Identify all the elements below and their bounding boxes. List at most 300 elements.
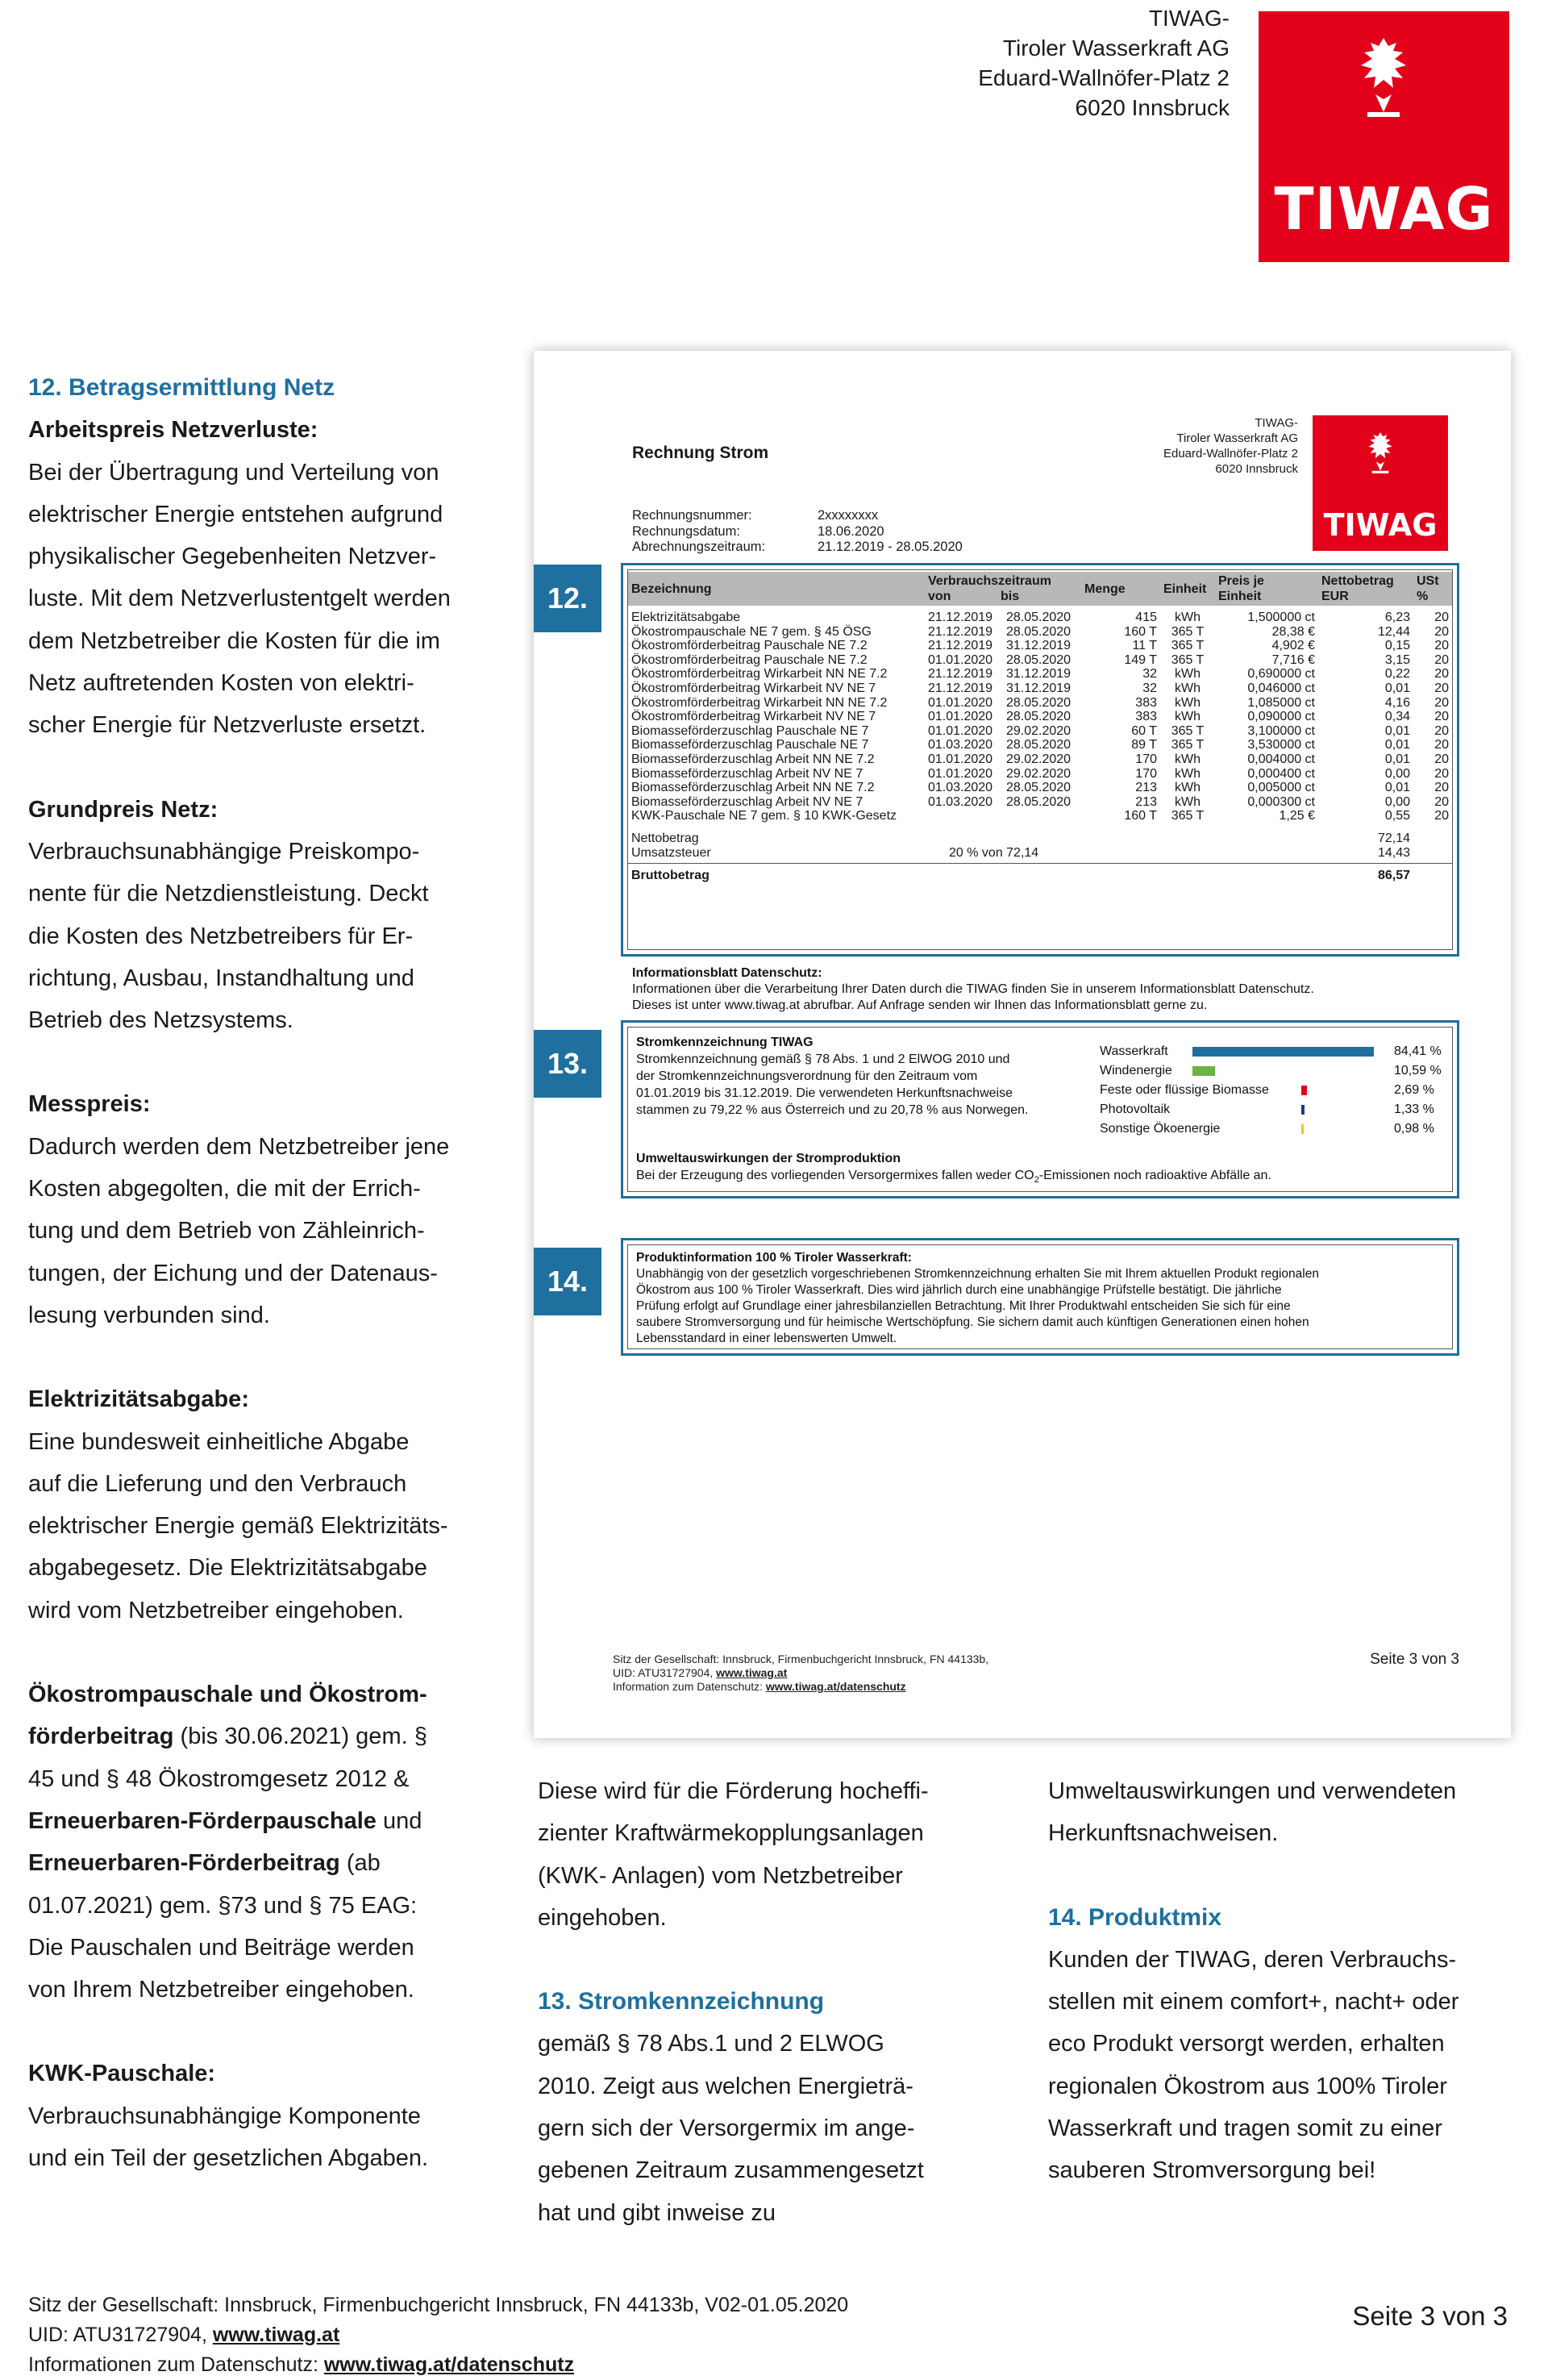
mix-bar-wasserkraft — [1192, 1047, 1374, 1057]
text-line: scher Energie für Netzverluste ersetzt. — [28, 712, 427, 739]
table-row — [628, 625, 1452, 640]
cell-netto: 3,15 — [1384, 652, 1410, 667]
table-header-row — [628, 572, 1452, 606]
energy-mix — [1100, 1042, 1446, 1139]
cell-bis: 28.05.2020 — [1006, 695, 1072, 710]
invoice-address — [1163, 415, 1298, 477]
cell-von: 01.01.2020 — [928, 752, 993, 766]
table-row — [628, 653, 1452, 668]
text-line: gemäß § 78 Abs.1 und 2 ELWOG — [538, 2031, 884, 2057]
section-heading-13: 13. Stromkennzeichnung — [538, 1988, 825, 2015]
text-line: 2010. Zeigt aus welchen Energieträ- — [538, 2073, 913, 2099]
sec-oekostrom-title: Ökostrompauschale und Ökostrom- — [28, 1682, 427, 1708]
cell-netto: 12,44 — [1377, 624, 1410, 639]
tiwag-logo — [1259, 11, 1509, 262]
sec-kwk-title: KWK-Pauschale: — [28, 2061, 216, 2087]
cell-bis: 28.05.2020 — [1006, 710, 1072, 724]
text-line: Bei der Übertragung und Verteilung von — [28, 459, 439, 486]
netto-label: Nettobetrag — [631, 831, 699, 845]
invoice-logo — [1313, 415, 1448, 551]
text-line: wird vom Netzbetreiber eingehoben. — [28, 1597, 404, 1623]
cell-netto: 0,34 — [1384, 710, 1410, 724]
env-text: Bei der Erzeugung des vorliegenden Versorgermixes fallen weder CO — [636, 1169, 1034, 1182]
text-line: Netz auftretenden Kosten von elektri- — [28, 670, 414, 697]
meta-label: Abrechnungszeitraum: — [632, 540, 766, 554]
table-row — [628, 681, 1452, 696]
text-span: (bis 30.06.2021) gem. § — [173, 1724, 427, 1750]
text-line: physikalischer Gegebenheiten Netzver- — [28, 544, 437, 570]
cell-von: 01.01.2020 — [928, 766, 993, 781]
header-netto1: Nettobetrag — [1321, 574, 1394, 588]
invoice-table-frame — [627, 569, 1453, 950]
privacy-line: Dieses ist unter www.tiwag.at abrufbar. Auf Anfrage senden wir Ihnen das Informationsblatt gerne zu. — [632, 998, 1208, 1012]
footer-line: Sitz der Gesellschaft: Innsbruck, Firmenbuchgericht Innsbruck, FN 44133b, — [613, 1653, 989, 1665]
text-line: luste. Mit dem Netzverlustentgelt werden — [28, 586, 451, 612]
invoice-table — [628, 572, 1452, 883]
mix-bar-wind — [1192, 1066, 1215, 1076]
cell-von: 01.01.2020 — [928, 723, 993, 738]
table-row — [628, 724, 1452, 739]
text-line: die Kosten des Netzbetreibers für Er- — [28, 923, 414, 949]
cell-menge: 160 T — [1124, 809, 1157, 823]
cell-netto: 0,15 — [1384, 639, 1410, 653]
meta-label: Rechnungsdatum: — [632, 523, 740, 539]
cell-menge: 32 — [1142, 667, 1157, 681]
logo-text: TIWAG — [1323, 507, 1438, 543]
cell-einheit: kWh — [1175, 611, 1201, 624]
environment-info — [636, 1150, 1450, 1189]
text-line: Kosten abgegolten, die mit der Errich- — [28, 1176, 421, 1203]
netto-value: 72,14 — [1377, 831, 1410, 845]
cell-einheit: kWh — [1175, 710, 1201, 724]
col-menge: Menge — [1081, 572, 1160, 606]
cell-preis: 0,000400 ct — [1247, 766, 1315, 781]
page-footer — [28, 2290, 848, 2380]
brutto-row — [628, 864, 1452, 883]
cell-menge: 60 T — [1131, 723, 1157, 738]
marker-14: 14. — [534, 1248, 601, 1315]
cell-ust: 20 — [1434, 738, 1449, 752]
company-line1: TIWAG- — [1148, 6, 1230, 31]
text-line: Verbrauchsunabhängige Preiskompo- — [28, 838, 420, 865]
cell-netto: 6,23 — [1384, 611, 1410, 624]
cell-bis: 29.02.2020 — [1006, 766, 1072, 781]
produktinformation-box — [621, 1238, 1459, 1356]
table-row — [628, 752, 1452, 767]
header-zeitraum: Verbrauchszeitraum — [928, 574, 1051, 588]
cell-netto: 4,16 — [1384, 695, 1410, 710]
col-netto — [1318, 572, 1413, 606]
cell-netto: 0,01 — [1384, 681, 1410, 695]
cell-bezeichnung: Ökostromförderbeitrag Pauschale NE 7.2 — [631, 639, 868, 653]
text-span: und — [376, 1807, 422, 1834]
header-preis1: Preis je — [1218, 574, 1264, 588]
cell-menge: 383 — [1135, 710, 1157, 724]
header-netto2: EUR — [1321, 590, 1349, 603]
page-number: Seite 3 von 3 — [1352, 2301, 1508, 2331]
cell-ust: 20 — [1434, 794, 1449, 809]
text-line: elektrischer Energie gemäß Elektrizitäts- — [28, 1513, 448, 1540]
cell-bis: 28.05.2020 — [1006, 794, 1072, 809]
text-line: nente für die Netzdienstleistung. Deckt — [28, 881, 429, 907]
cell-preis: 1,25 € — [1279, 809, 1315, 823]
cell-bezeichnung: Biomasseförderzuschlag Arbeit NV NE 7 — [631, 766, 863, 781]
mix-name: Feste oder flüssige Biomasse — [1100, 1083, 1269, 1097]
privacy-link[interactable]: www.tiwag.at/datenschutz — [765, 1680, 906, 1693]
cell-ust: 20 — [1434, 624, 1449, 639]
sec-elektrizitaetsabgabe-title: Elektrizitätsabgabe: — [28, 1386, 249, 1413]
cell-bis: 28.05.2020 — [1006, 652, 1072, 667]
cell-bezeichnung: Ökostrompauschale NE 7 gem. § 45 ÖSG — [631, 624, 872, 639]
mix-pct: 2,69 % — [1394, 1083, 1434, 1097]
header-von: von — [928, 590, 951, 603]
cell-bis: 31.12.2019 — [1006, 639, 1072, 653]
cell-einheit: kWh — [1175, 752, 1201, 766]
cell-bezeichnung: Ökostromförderbeitrag Wirkarbeit NV NE 7 — [631, 681, 876, 695]
bold-term: Erneuerbaren-Förderpauschale — [28, 1807, 377, 1834]
invoice-number: 2xxxxxxxx — [818, 508, 879, 523]
billing-period: 21.12.2019 - 28.05.2020 — [818, 540, 963, 554]
cell-ust: 20 — [1434, 710, 1449, 724]
middle-column — [538, 1770, 1030, 2234]
cell-preis: 3,530000 ct — [1247, 738, 1315, 752]
text-line: eingehoben. — [538, 1904, 667, 1931]
cell-von: 01.01.2020 — [928, 695, 993, 710]
cell-netto: 0,00 — [1384, 766, 1410, 781]
cell-ust: 20 — [1434, 652, 1449, 667]
footer-uid: UID: ATU31727904, — [28, 2324, 213, 2346]
text-line: Wasserkraft und tragen somit zu einer — [1048, 2115, 1442, 2142]
prod-line: Unabhängig von der gesetzlich vorgeschriebenen Stromkennzeichnung erhalten Sie mit Ihrem aktuellen Produkt regionalen — [636, 1267, 1319, 1281]
cell-bis: 29.02.2020 — [1006, 723, 1072, 738]
table-row — [628, 767, 1452, 782]
cell-preis: 0,005000 ct — [1247, 781, 1315, 795]
cell-bezeichnung: KWK-Pauschale NE 7 gem. § 10 KWK-Gesetz — [631, 809, 897, 823]
invoice-preview — [534, 351, 1511, 1738]
cell-bezeichnung: Ökostromförderbeitrag Pauschale NE 7.2 — [631, 652, 868, 667]
cell-preis: 1,085000 ct — [1247, 695, 1315, 710]
cell-menge: 149 T — [1124, 652, 1157, 667]
prod-line: Ökostrom aus 100 % Tiroler Wasserkraft. Dies wird jährlich durch eine unabhängige Prüfstelle bestätigt. Die jährliche — [636, 1283, 1282, 1297]
cell-bis: 31.12.2019 — [1006, 681, 1072, 695]
cell-von: 01.01.2020 — [928, 710, 993, 724]
text-line: Verbrauchsunabhängige Komponente — [28, 2103, 421, 2129]
mix-name: Wasserkraft — [1100, 1044, 1168, 1058]
cell-bis: 31.12.2019 — [1006, 667, 1072, 681]
text-line: regionalen Ökostrom aus 100% Tiroler — [1048, 2073, 1447, 2099]
cell-ust: 20 — [1434, 681, 1449, 695]
table-row — [628, 795, 1452, 810]
cell-ust: 20 — [1434, 766, 1449, 781]
mix-pct: 10,59 % — [1394, 1064, 1442, 1077]
ust-label: Umsatzsteuer — [631, 845, 711, 860]
text-line: Die Pauschalen und Beiträge werden — [28, 1934, 414, 1961]
cell-netto: 0,01 — [1384, 723, 1410, 738]
tyrol-eagle-icon — [1359, 428, 1401, 480]
text-line: 01.07.2021) gem. §73 und § 75 EAG: — [28, 1892, 418, 1919]
brutto-value: 86,57 — [1377, 869, 1410, 883]
text-line: Kunden der TIWAG, deren Verbrauchs- — [1048, 1946, 1457, 1973]
cell-preis: 3,100000 ct — [1247, 723, 1315, 738]
col-bezeichnung: Bezeichnung — [628, 572, 925, 606]
prod-title: Produktinformation 100 % Tiroler Wasserkraft: — [636, 1251, 912, 1265]
cell-bis: 28.05.2020 — [1006, 781, 1072, 795]
mix-bar-sonstige — [1301, 1124, 1304, 1134]
mix-pct: 1,33 % — [1394, 1102, 1434, 1116]
cell-netto: 0,22 — [1384, 667, 1410, 681]
right-column — [1048, 1770, 1532, 2192]
env-text: -Emissionen noch radioaktive Abfälle an. — [1038, 1169, 1271, 1182]
invoice-date: 18.06.2020 — [818, 523, 884, 539]
cell-bezeichnung: Biomasseförderzuschlag Pauschale NE 7 — [631, 723, 869, 738]
cell-menge: 11 T — [1132, 639, 1157, 653]
cell-menge: 383 — [1135, 695, 1157, 710]
text-line: lesung verbunden sind. — [28, 1302, 270, 1328]
meta-label: Rechnungsnummer: — [632, 508, 752, 523]
cell-ust: 20 — [1434, 809, 1449, 823]
privacy-link[interactable]: www.tiwag.at/datenschutz — [323, 2353, 575, 2376]
mix-row-sonstige — [1100, 1119, 1446, 1139]
text-line: hat und gibt inweise zu — [538, 2199, 776, 2226]
mix-pct: 0,98 % — [1394, 1122, 1434, 1136]
cell-preis: 1,500000 ct — [1247, 611, 1315, 624]
cell-preis: 4,902 € — [1271, 639, 1315, 653]
cell-bis — [1003, 809, 1081, 823]
text-line: eco Produkt versorgt werden, erhalten — [1048, 2031, 1445, 2057]
bold-term: Erneuerbaren-Förderbeitrag — [28, 1850, 340, 1877]
cell-preis: 0,046000 ct — [1247, 681, 1315, 695]
cell-ust: 20 — [1434, 639, 1449, 653]
prod-line: Lebensstandard in einer lebenswerten Umwelt. — [636, 1332, 897, 1345]
mix-name: Windenergie — [1100, 1064, 1172, 1077]
ust-desc: 20 % von 72,14 — [949, 845, 1039, 860]
invoice-page-number: Seite 3 von 3 — [1370, 1651, 1459, 1668]
text-line: Herkunftsnachweisen. — [1048, 1820, 1279, 1847]
cell-von: 21.12.2019 — [928, 624, 993, 639]
text-line: stellen mit einem comfort+, nacht+ oder — [1048, 1989, 1459, 2015]
text-line: gern sich der Versorgermix im ange- — [538, 2115, 915, 2142]
prod-text — [636, 1250, 1450, 1347]
cell-von: 21.12.2019 — [928, 667, 993, 681]
cell-bezeichnung: Biomasseförderzuschlag Pauschale NE 7 — [631, 738, 869, 752]
company-line2: Tiroler Wasserkraft AG — [1002, 35, 1230, 60]
left-column — [28, 367, 512, 2179]
cell-netto: 0,55 — [1384, 809, 1410, 823]
ust-value: 14,43 — [1377, 845, 1410, 860]
cell-ust: 20 — [1434, 752, 1449, 766]
sec-arbeitspreis-title: Arbeitspreis Netzverluste: — [28, 417, 318, 444]
cell-bezeichnung: Ökostromförderbeitrag Wirkarbeit NN NE 7.2 — [631, 695, 888, 710]
table-row — [628, 611, 1452, 625]
text-line: elektrischer Energie entstehen aufgrund — [28, 501, 443, 527]
cell-preis: 0,004000 ct — [1247, 752, 1315, 766]
col-ust — [1413, 572, 1452, 606]
cell-von: 21.12.2019 — [928, 639, 993, 653]
cell-einheit: kWh — [1175, 667, 1201, 681]
table-row — [628, 738, 1452, 752]
cell-ust: 20 — [1434, 611, 1449, 624]
cell-bis: 28.05.2020 — [1006, 738, 1072, 752]
invoice-title: Rechnung Strom — [632, 444, 769, 462]
env-line — [636, 1167, 1450, 1189]
footer-uid: UID: ATU31727904, — [613, 1666, 717, 1679]
text-line: gebenen Zeitraum zusammengesetzt — [538, 2157, 924, 2184]
text-line: und ein Teil der gesetzlichen Abgaben. — [28, 2145, 429, 2171]
cell-netto: 0,00 — [1384, 794, 1410, 809]
cell-bezeichnung: Ökostromförderbeitrag Wirkarbeit NN NE 7.2 — [631, 667, 888, 681]
sec-messpreis-title: Messpreis: — [28, 1091, 151, 1118]
sk-line: 01.01.2019 bis 31.12.2019. Die verwendeten Herkunftsnachweise — [636, 1086, 1013, 1100]
cell-ust: 20 — [1434, 695, 1449, 710]
table-row — [628, 781, 1452, 795]
mix-name: Sonstige Ökoenergie — [1100, 1122, 1221, 1136]
text-line: zienter Kraftwärmekopplungsanlagen — [538, 1820, 924, 1847]
text-line: Dadurch werden dem Netzbetreiber jene — [28, 1133, 450, 1160]
prod-frame — [627, 1244, 1453, 1349]
header-preis2: Einheit — [1218, 590, 1262, 603]
netto-row — [628, 832, 1452, 846]
mix-bar-biomasse — [1301, 1086, 1307, 1095]
cell-menge: 213 — [1135, 794, 1157, 809]
cell-menge: 160 T — [1124, 624, 1157, 639]
cell-einheit: 365 T — [1171, 738, 1205, 752]
website-link[interactable]: www.tiwag.at — [716, 1666, 788, 1679]
cell-von: 01.03.2020 — [928, 794, 993, 809]
mix-bar-pv — [1301, 1105, 1305, 1115]
company-address — [978, 3, 1230, 123]
cell-einheit: kWh — [1175, 766, 1201, 781]
cell-einheit: kWh — [1175, 681, 1201, 695]
footer-ds: Information zum Datenschutz: — [613, 1680, 766, 1693]
text-line: tungen, der Eichung und der Datenaus- — [28, 1260, 438, 1286]
stromkennzeichnung-box — [621, 1020, 1459, 1198]
sk-text — [636, 1034, 1088, 1119]
mix-row-wind — [1100, 1061, 1446, 1081]
cell-bis: 28.05.2020 — [1006, 611, 1072, 624]
cell-bis: 29.02.2020 — [1006, 752, 1072, 766]
website-link[interactable]: www.tiwag.at — [212, 2324, 340, 2346]
address-line: TIWAG- — [1255, 416, 1298, 430]
col-zeitraum — [925, 572, 1081, 606]
mix-row-biomasse — [1100, 1081, 1446, 1100]
sk-frame — [627, 1027, 1453, 1192]
company-city: 6020 Innsbruck — [1075, 95, 1230, 120]
text-line: tung und dem Betrieb von Zähleinrich- — [28, 1218, 425, 1244]
cell-einheit: kWh — [1175, 781, 1201, 795]
text-line: von Ihrem Netzbetreiber eingehoben. — [28, 1977, 414, 2003]
invoice-meta — [632, 508, 963, 556]
cell-bezeichnung: Biomasseförderzuschlag Arbeit NV NE 7 — [631, 794, 863, 809]
table-row — [628, 809, 1452, 823]
invoice-rows — [628, 606, 1452, 823]
env-title: Umweltauswirkungen der Stromproduktion — [636, 1152, 901, 1165]
invoice-table-box — [621, 563, 1459, 957]
brutto-label: Bruttobetrag — [631, 869, 710, 883]
cell-ust: 20 — [1434, 723, 1449, 738]
mix-pct: 84,41 % — [1394, 1044, 1442, 1058]
company-street: Eduard-Wallnöfer-Platz 2 — [978, 65, 1230, 90]
mix-row-pv — [1100, 1100, 1446, 1119]
prod-line: Prüfung erfolgt auf Grundlage einer jahresbilanziellen Betrachtung. Mit Ihrer Produktwahl entscheiden Sie sich für eine — [636, 1299, 1291, 1313]
address-line: 6020 Innsbruck — [1215, 462, 1298, 476]
text-line: 45 und § 48 Ökostromgesetz 2012 & — [28, 1765, 410, 1792]
cell-bezeichnung: Elektrizitätsabgabe — [631, 611, 741, 624]
col-preis — [1215, 572, 1318, 606]
header-bis: bis — [1001, 590, 1020, 603]
text-line: sauberen Stromversorgung bei! — [1048, 2157, 1376, 2184]
cell-bezeichnung: Biomasseförderzuschlag Arbeit NN NE 7.2 — [631, 781, 875, 795]
header-ust2: % — [1417, 590, 1429, 603]
text-line: Diese wird für die Förderung hocheffi- — [538, 1778, 929, 1804]
table-row — [628, 639, 1452, 653]
footer-line: Sitz der Gesellschaft: Innsbruck, Firmenbuchgericht Innsbruck, FN 44133b, V02-01.05.2020 — [28, 2294, 849, 2316]
cell-bezeichnung: Ökostromförderbeitrag Wirkarbeit NV NE 7 — [631, 710, 876, 724]
cell-einheit: 365 T — [1171, 723, 1205, 738]
bold-term: förderbeitrag — [28, 1724, 174, 1750]
invoice-footer — [613, 1653, 988, 1694]
text-line: dem Netzbetreiber die Kosten für die im — [28, 627, 440, 654]
cell-einheit: 365 T — [1171, 624, 1205, 639]
text-line: abgabegesetz. Die Elektrizitätsabgabe — [28, 1555, 427, 1582]
sec-grundpreis-title: Grundpreis Netz: — [28, 796, 218, 823]
sk-title: Stromkennzeichnung TIWAG — [636, 1036, 814, 1049]
header-ust1: USt — [1417, 574, 1439, 588]
cell-von: 21.12.2019 — [928, 681, 993, 695]
tyrol-eagle-icon — [1343, 31, 1424, 128]
cell-preis: 0,690000 ct — [1247, 667, 1315, 681]
privacy-info — [632, 965, 1314, 1014]
section-heading-14: 14. Produktmix — [1048, 1903, 1222, 1931]
table-row — [628, 667, 1452, 681]
ust-row — [628, 846, 1452, 861]
cell-ust: 20 — [1434, 667, 1449, 681]
address-line: Eduard-Wallnöfer-Platz 2 — [1163, 447, 1298, 461]
cell-netto: 0,01 — [1384, 738, 1410, 752]
privacy-line: Informationen über die Verarbeitung Ihrer Daten durch die TIWAG finden Sie in unserem Informationsblatt Datenschutz. — [632, 982, 1314, 996]
text-line: richtung, Ausbau, Instandhaltung und — [28, 965, 414, 991]
cell-menge: 170 — [1135, 766, 1157, 781]
cell-menge: 32 — [1142, 681, 1157, 695]
table-row — [628, 696, 1452, 711]
cell-bezeichnung: Biomasseförderzuschlag Arbeit NN NE 7.2 — [631, 752, 875, 766]
sk-line: stammen zu 79,22 % aus Österreich und zu 20,78 % aus Norwegen. — [636, 1103, 1029, 1117]
cell-preis: 0,090000 ct — [1247, 710, 1315, 724]
cell-menge: 415 — [1135, 611, 1157, 624]
footer-ds: Informationen zum Datenschutz: — [28, 2353, 324, 2376]
cell-von: 21.12.2019 — [928, 611, 993, 624]
cell-preis: 0,000300 ct — [1247, 794, 1315, 809]
cell-einheit: 365 T — [1171, 809, 1205, 823]
invoice-totals — [628, 823, 1452, 883]
sk-line: der Stromkennzeichnungsverordnung für den Zeitraum vom — [636, 1069, 978, 1083]
cell-einheit: kWh — [1175, 695, 1201, 710]
cell-einheit: 365 T — [1171, 652, 1205, 667]
text-span: (ab — [339, 1850, 381, 1877]
table-row — [628, 710, 1452, 724]
address-line: Tiroler Wasserkraft AG — [1176, 431, 1298, 445]
text-line: (KWK- Anlagen) vom Netzbetreiber — [538, 1862, 903, 1889]
cell-menge: 89 T — [1131, 738, 1157, 752]
env-sub: 2 — [1034, 1175, 1039, 1186]
cell-menge: 213 — [1135, 781, 1157, 795]
cell-von: 01.01.2020 — [928, 652, 993, 667]
cell-netto: 0,01 — [1384, 781, 1410, 795]
cell-ust: 20 — [1434, 781, 1449, 795]
cell-von — [925, 809, 1003, 823]
col-einheit: Einheit — [1160, 572, 1215, 606]
prod-line: saubere Stromversorgung und für heimische Wertschöpfung. Sie sichern damit auch künftigen Generationen einen hohen — [636, 1315, 1309, 1329]
marker-13: 13. — [534, 1030, 601, 1098]
